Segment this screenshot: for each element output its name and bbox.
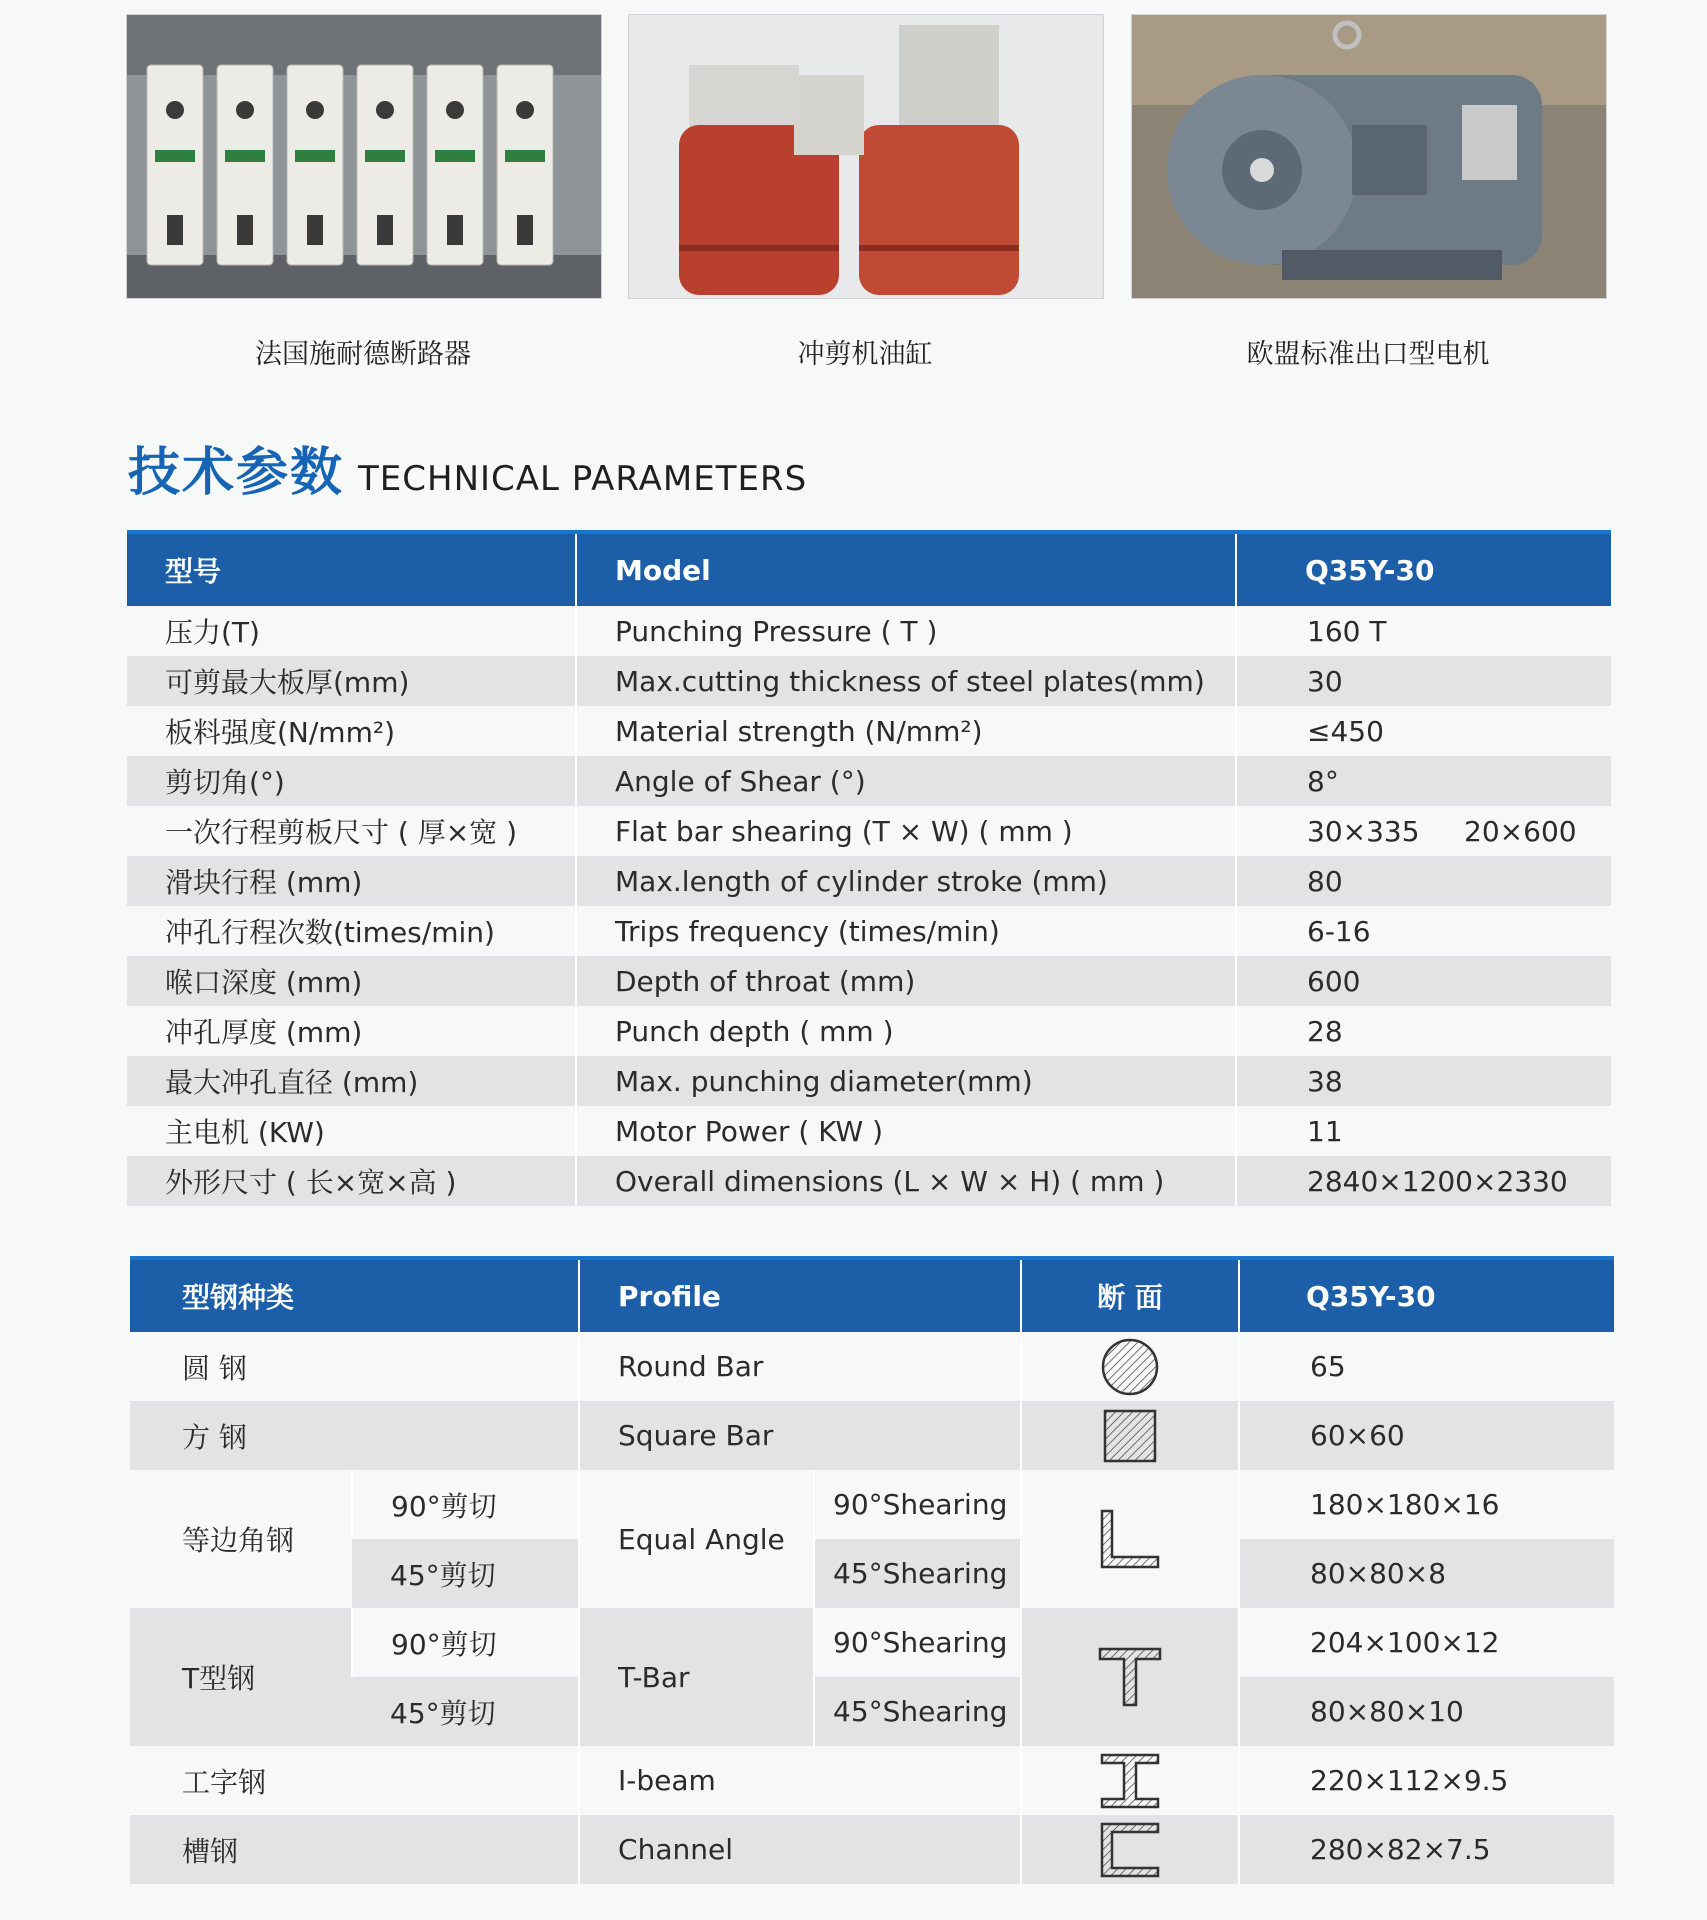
profile-zh: 槽钢 [130, 1815, 579, 1884]
param-zh: 可剪最大板厚(mm) [127, 656, 576, 706]
table-row [130, 1746, 1614, 1815]
param-en: Max. punching diameter(mm) [576, 1056, 1236, 1106]
profile-sub-en: 90°Shearing [814, 1608, 1021, 1677]
profile-table [130, 1256, 1614, 1884]
param-zh: 冲孔厚度 (mm) [127, 1006, 576, 1056]
param-en: Punching Pressure ( T ) [576, 606, 1236, 656]
table-row [127, 1006, 1611, 1056]
param-en: Material strength (N/mm²) [576, 706, 1236, 756]
photo-caption: 冲剪机油缸 [797, 339, 933, 370]
param-zh: 主电机 (KW) [127, 1106, 576, 1156]
profile-value: 204×100×12 [1239, 1608, 1614, 1677]
table-row [127, 606, 1611, 656]
param-zh: 外形尺寸 ( 长×宽×高 ) [127, 1156, 576, 1206]
profile-en: I-beam [579, 1746, 1021, 1815]
param-en: Depth of throat (mm) [576, 956, 1236, 1006]
table-row [127, 656, 1611, 706]
header-model-value: Q35Y-30 [1236, 532, 1611, 606]
profile-sub-zh: 90°剪切 [352, 1608, 579, 1677]
param-zh: 冲孔行程次数(times/min) [127, 906, 576, 956]
profile-en: Square Bar [579, 1401, 1021, 1470]
table-row [130, 1815, 1614, 1884]
profile-value: 220×112×9.5 [1239, 1746, 1614, 1815]
param-zh: 滑块行程 (mm) [127, 856, 576, 906]
header-profile-zh: 型钢种类 [130, 1258, 579, 1332]
profile-sub-zh: 45°剪切 [352, 1539, 579, 1608]
i-beam-section-icon [1021, 1746, 1239, 1815]
param-zh: 一次行程剪板尺寸 ( 厚×宽 ) [127, 806, 576, 856]
heading-zh: 技术参数 [128, 443, 345, 503]
profile-sub-en: 90°Shearing [814, 1470, 1021, 1539]
table-row [127, 1056, 1611, 1106]
profile-en: T-Bar [579, 1608, 814, 1746]
param-value: 6-16 [1236, 906, 1611, 956]
header-profile-en: Profile [579, 1258, 1021, 1332]
profile-zh: 圆 钢 [130, 1332, 579, 1401]
param-en: Motor Power ( KW ) [576, 1106, 1236, 1156]
profile-zh: 等边角钢 [130, 1470, 352, 1608]
technical-parameters-table [127, 530, 1611, 1206]
param-value: 160 T [1236, 606, 1611, 656]
channel-section-icon [1021, 1815, 1239, 1884]
param-value: ≤450 [1236, 706, 1611, 756]
profile-en: Round Bar [579, 1332, 1021, 1401]
header-profile-value: Q35Y-30 [1239, 1258, 1614, 1332]
square-bar-section-icon [1021, 1401, 1239, 1470]
table-row [127, 906, 1611, 956]
param-en: Angle of Shear (°) [576, 756, 1236, 806]
angle-section-icon [1021, 1470, 1239, 1608]
param-en: Max.length of cylinder stroke (mm) [576, 856, 1236, 906]
param-en: Flat bar shearing (T × W) ( mm ) [576, 806, 1236, 856]
table-row [127, 706, 1611, 756]
profile-sub-zh: 45°剪切 [352, 1677, 579, 1746]
param-value: 28 [1236, 1006, 1611, 1056]
section-heading [128, 430, 807, 505]
table-row [130, 1332, 1614, 1401]
round-bar-section-icon [1021, 1332, 1239, 1401]
profile-value: 80×80×8 [1239, 1539, 1614, 1608]
table-row [130, 1608, 1614, 1677]
param-value: 30 [1236, 656, 1611, 706]
table-header-row [130, 1258, 1614, 1332]
heading-en: TECHNICAL PARAMETERS [358, 459, 808, 499]
electric-motor-photo [1131, 14, 1607, 299]
profile-value: 180×180×16 [1239, 1470, 1614, 1539]
profile-en: Equal Angle [579, 1470, 814, 1608]
profile-value: 60×60 [1239, 1401, 1614, 1470]
param-zh: 压力(T) [127, 606, 576, 656]
profile-value: 80×80×10 [1239, 1677, 1614, 1746]
param-en: Overall dimensions (L × W × H) ( mm ) [576, 1156, 1236, 1206]
param-en: Trips frequency (times/min) [576, 906, 1236, 956]
param-zh: 剪切角(°) [127, 756, 576, 806]
param-value: 2840×1200×2330 [1236, 1156, 1611, 1206]
profile-zh: 工字钢 [130, 1746, 579, 1815]
photo-caption: 欧盟标准出口型电机 [1246, 339, 1490, 370]
profile-sub-en: 45°Shearing [814, 1677, 1021, 1746]
table-row [127, 806, 1611, 856]
table-row [127, 1156, 1611, 1206]
table-row [130, 1677, 1614, 1746]
param-zh: 喉口深度 (mm) [127, 956, 576, 1006]
profile-value: 65 [1239, 1332, 1614, 1401]
table-row [127, 956, 1611, 1006]
oil-cylinder-photo [628, 14, 1104, 299]
param-value: 30×335 20×600 [1236, 806, 1611, 856]
param-en: Punch depth ( mm ) [576, 1006, 1236, 1056]
param-value: 8° [1236, 756, 1611, 806]
photo-caption: 法国施耐德断路器 [255, 339, 471, 370]
header-section: 断 面 [1021, 1258, 1239, 1332]
t-bar-section-icon [1021, 1608, 1239, 1746]
table-row [127, 1106, 1611, 1156]
param-zh: 板料强度(N/mm²) [127, 706, 576, 756]
profile-sub-zh: 90°剪切 [352, 1470, 579, 1539]
table-row [130, 1470, 1614, 1539]
profile-en: Channel [579, 1815, 1021, 1884]
table-row [130, 1401, 1614, 1470]
table-row [130, 1539, 1614, 1608]
profile-value: 280×82×7.5 [1239, 1815, 1614, 1884]
param-value: 38 [1236, 1056, 1611, 1106]
profile-sub-en: 45°Shearing [814, 1539, 1021, 1608]
table-header-row [127, 532, 1611, 606]
header-model-zh: 型号 [127, 532, 576, 606]
profile-zh: 方 钢 [130, 1401, 579, 1470]
profile-zh: T型钢 [130, 1608, 352, 1746]
header-model-en: Model [576, 532, 1236, 606]
param-value: 11 [1236, 1106, 1611, 1156]
table-row [127, 756, 1611, 806]
param-zh: 最大冲孔直径 (mm) [127, 1056, 576, 1106]
param-value: 80 [1236, 856, 1611, 906]
circuit-breaker-photo [126, 14, 602, 299]
table-row [127, 856, 1611, 906]
param-value: 600 [1236, 956, 1611, 1006]
param-en: Max.cutting thickness of steel plates(mm) [576, 656, 1236, 706]
